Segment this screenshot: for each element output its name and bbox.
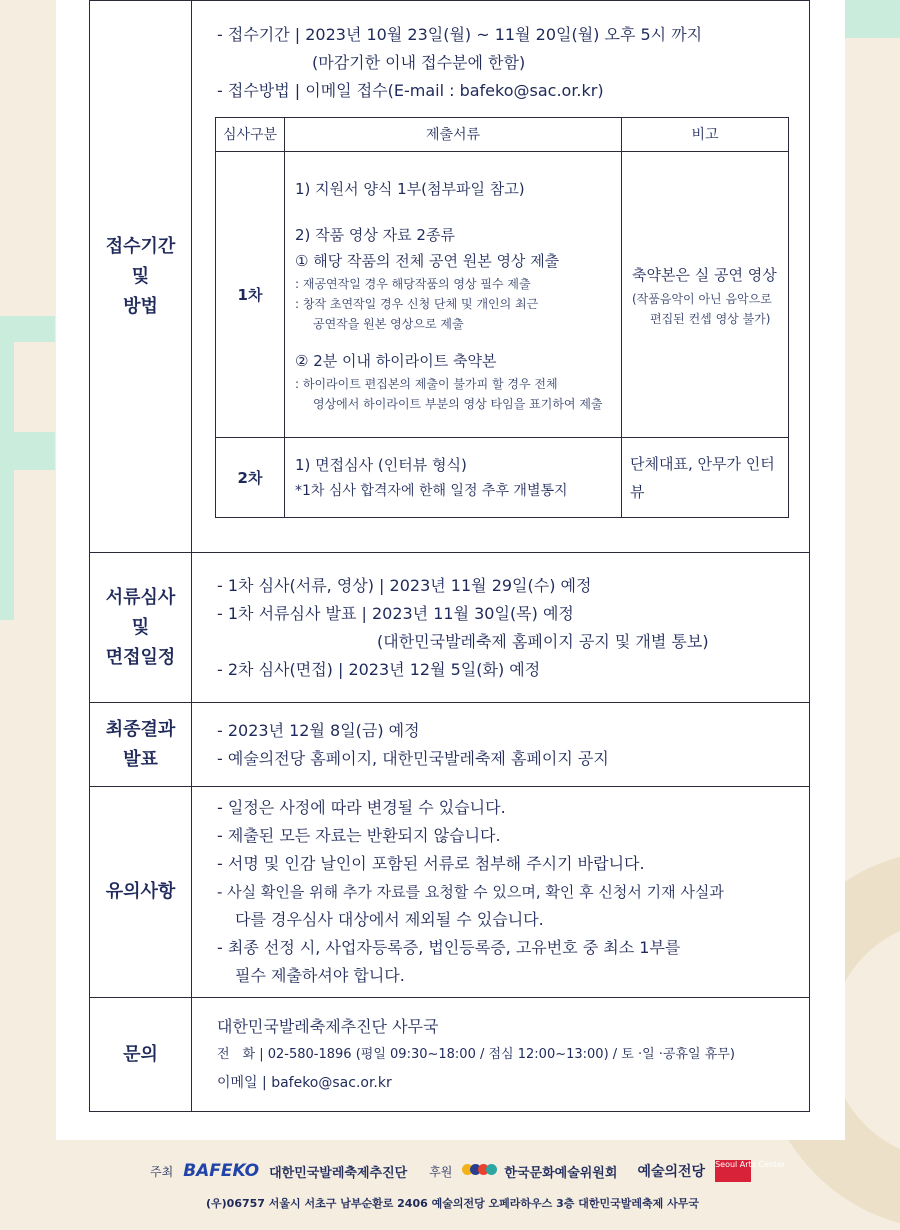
section-content: [192, 1, 810, 553]
text-line: - 1차 서류심사 발표 | 2023년 11월 30일(목) 예정: [217, 603, 574, 623]
docs-cell: [285, 152, 622, 438]
arko-logo-icon: [462, 1164, 494, 1178]
doc-item: ① 해당 작품의 전체 공연 원본 영상 제출: [295, 251, 560, 270]
section-label: [90, 553, 192, 703]
section-notes: [90, 787, 810, 998]
section-content: [192, 553, 810, 703]
doc-note: 영상에서 하이라이트 부분의 영상 타임을 표기하여 제출: [313, 396, 603, 411]
section-content: [192, 787, 810, 998]
sponsor-sac: 예술의전당: [637, 1164, 706, 1180]
host-label: 주최: [150, 1164, 174, 1179]
col-header: 심사구분: [216, 118, 285, 152]
note-small: 편집된 컨셉 영상 불가): [650, 311, 771, 326]
doc-item: 1) 지원서 양식 1부(첨부파일 참고): [295, 179, 525, 198]
col-header: 비고: [622, 118, 789, 152]
text-line: - 접수방법 | 이메일 접수(E-mail : bafeko@sac.or.kr): [217, 81, 604, 100]
label-line: 문의: [123, 1043, 158, 1065]
stage-cell: 1차: [216, 152, 285, 438]
seoul-arts-center-logo: Seoul Arts Center: [715, 1160, 751, 1182]
decor-mint-block: [0, 432, 55, 470]
footer-address: (우)06757 서울시 서초구 남부순환로 2406 예술의전당 오페라하우스 3층 대한민국발레축제 사무국: [206, 1197, 699, 1210]
doc-note: : 재공연작일 경우 해당작품의 영상 필수 제출: [295, 276, 531, 291]
doc-item: ② 2분 이내 하이라이트 축약본: [295, 351, 497, 370]
section-contact: [90, 998, 810, 1112]
submission-table: [215, 117, 789, 518]
label-line: 유의사항: [105, 881, 176, 902]
text-line: 대한민국발레축제추진단 사무국: [217, 1016, 439, 1036]
label-line: 서류심사: [105, 586, 176, 608]
host-name: 대한민국발레축제추진단: [269, 1165, 408, 1181]
section-schedule: [90, 553, 810, 703]
text-line: (대한민국발레축제 홈페이지 공지 및 개별 통보): [377, 631, 709, 651]
label-line: 및: [131, 616, 150, 638]
doc-item: 2) 작품 영상 자료 2종류: [295, 225, 455, 244]
decor-mint-block: [0, 342, 14, 432]
table-row: [216, 438, 789, 518]
table-row: [216, 152, 789, 438]
section-label: [90, 787, 192, 998]
text-line: - 일정은 사정에 따라 변경될 수 있습니다.: [217, 798, 506, 817]
section-content: [192, 703, 810, 787]
text-line: - 제출된 모든 자료는 반환되지 않습니다.: [217, 826, 501, 845]
text-line: - 서명 및 인감 날인이 포함된 서류로 첨부해 주시기 바랍니다.: [217, 854, 645, 873]
text-line: - 1차 심사(서류, 영상) | 2023년 11월 29일(수) 예정: [217, 575, 592, 595]
sponsor-arko: 한국문화예술위원회: [504, 1165, 618, 1181]
text-line: 전 화 | 02-580-1896 (평일 09:30~18:00 / 점심 12:00~13:00) / 토 ·일 ·공휴일 휴무): [217, 1046, 735, 1062]
label-line: 및: [131, 265, 150, 287]
text-line: (마감기한 이내 접수분에 한함): [312, 53, 526, 72]
decor-mint-block: [0, 316, 55, 342]
section-label: [90, 703, 192, 787]
text-line: 필수 제출하셔야 합니다.: [235, 966, 405, 985]
label-line: 방법: [123, 295, 158, 317]
docs-cell: [285, 438, 622, 518]
col-header: 제출서류: [285, 118, 622, 152]
stage-cell: 2차: [216, 438, 285, 518]
decor-mint-block: [845, 0, 900, 38]
footer: [56, 1140, 845, 1222]
section-period: [90, 1, 810, 553]
text-line: - 사실 확인을 위해 추가 자료를 요청할 수 있으며, 확인 후 신청서 기재 사실과: [217, 883, 724, 901]
note-cell: 단체대표, 안무가 인터뷰: [622, 438, 789, 518]
section-label: [90, 1, 192, 553]
section-result: [90, 703, 810, 787]
text-line: - 최종 선정 시, 사업자등록증, 법인등록증, 고유번호 중 최소 1부를: [217, 938, 681, 957]
doc-note: : 창작 초연작일 경우 신청 단체 및 개인의 최근: [295, 296, 539, 311]
sponsor-label: 후원: [429, 1164, 453, 1179]
doc-note: : 하이라이트 편집본의 제출이 불가피 할 경우 전체: [295, 376, 558, 391]
section-label: [90, 998, 192, 1112]
doc-item: *1차 심사 합격자에 한해 일정 추후 개별통지: [295, 482, 568, 499]
note-cell: [622, 152, 789, 438]
info-table: [89, 0, 810, 1112]
doc-item: 1) 면접심사 (인터뷰 형식): [295, 455, 467, 474]
text-line: - 2023년 12월 8일(금) 예정: [217, 720, 420, 740]
section-content: [192, 998, 810, 1112]
label-line: 면접일정: [105, 646, 176, 668]
decor-mint-block: [0, 470, 14, 620]
note-small: (작품음악이 아닌 음악으로: [632, 291, 772, 306]
text-line: - 예술의전당 홈페이지, 대한민국발레축제 홈페이지 공지: [217, 748, 609, 768]
label-line: 발표: [123, 748, 158, 770]
doc-note: 공연작을 원본 영상으로 제출: [313, 316, 464, 331]
text-line: 다를 경우심사 대상에서 제외될 수 있습니다.: [235, 910, 544, 929]
bafeko-logo: BAFEKO: [183, 1161, 260, 1181]
label-line: 최종결과: [105, 718, 176, 740]
note-text: 축약본은 실 공연 영상: [632, 265, 777, 284]
text-line: - 접수기간 | 2023년 10월 23일(월) ~ 11월 20일(월) 오후 5시 까지: [217, 25, 703, 44]
label-line: 접수기간: [105, 235, 176, 257]
text-line: 이메일 | bafeko@sac.or.kr: [217, 1074, 392, 1091]
footer-logos: [150, 1160, 786, 1182]
text-line: - 2차 심사(면접) | 2023년 12월 5일(화) 예정: [217, 659, 541, 679]
